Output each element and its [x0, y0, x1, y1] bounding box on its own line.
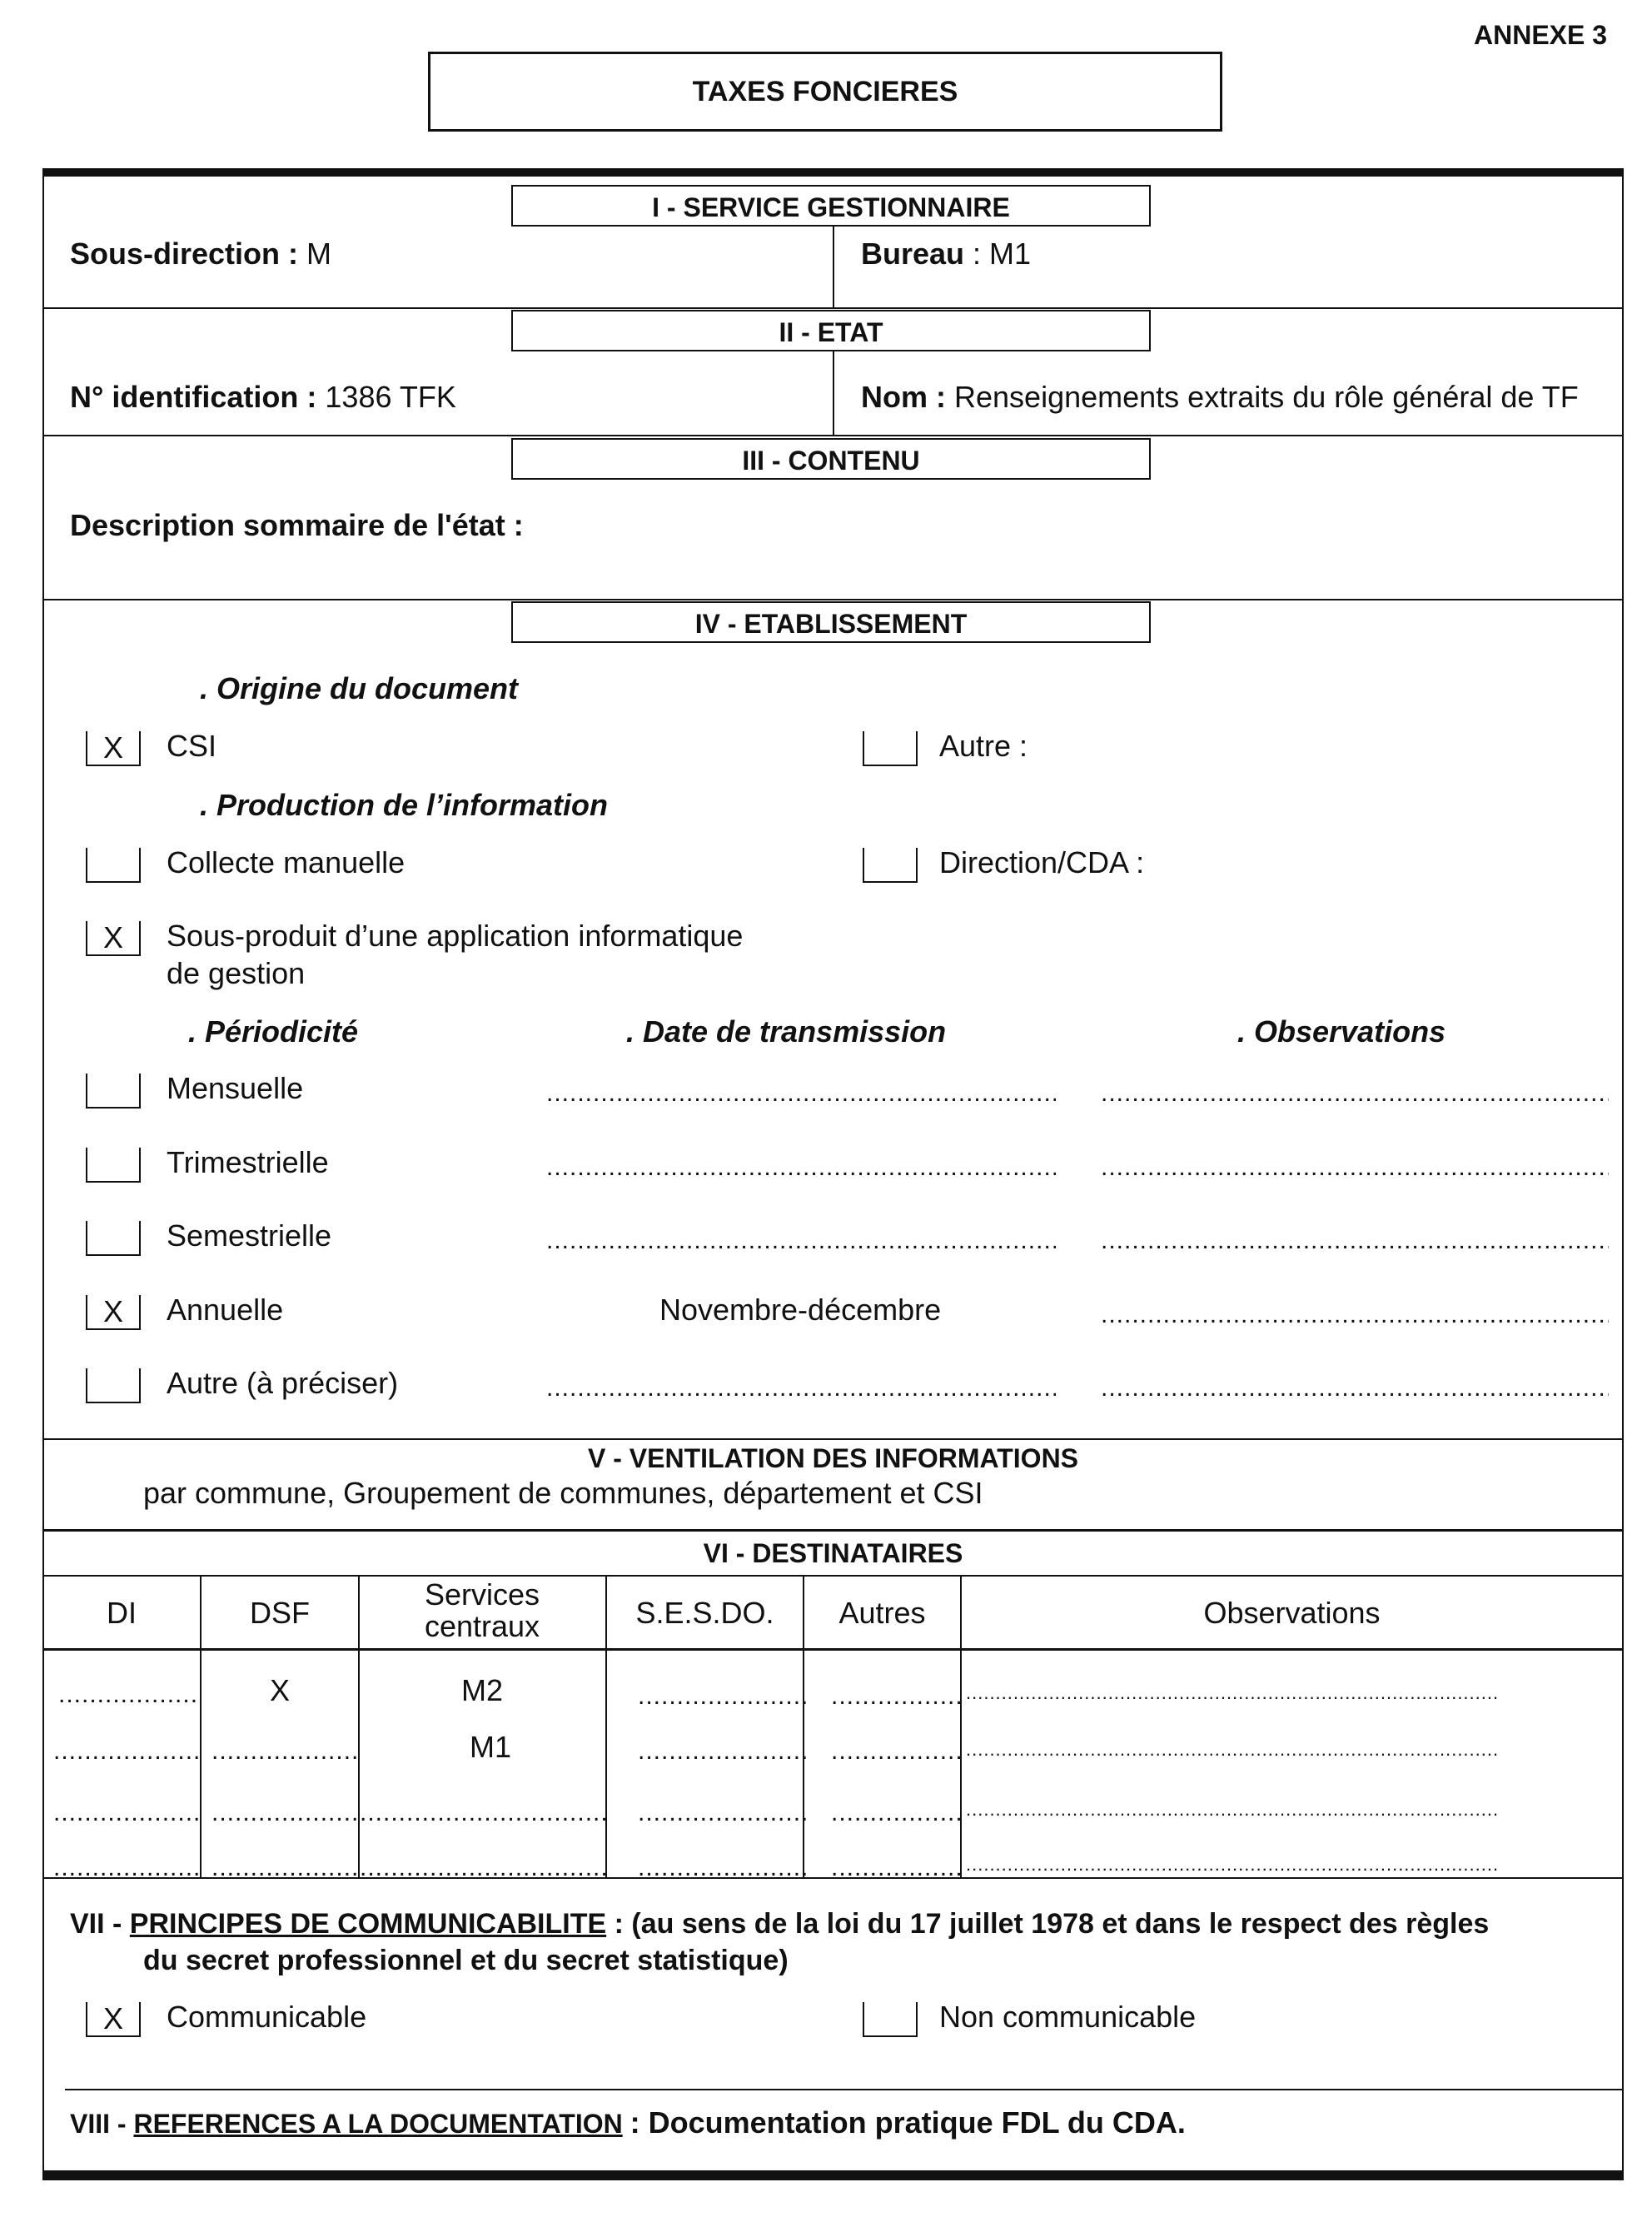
- column-header-sesdo: S.E.S.DO.: [635, 1596, 774, 1630]
- identification-value: 1386 TFK: [325, 380, 456, 414]
- references-title: REFERENCES A LA DOCUMENTATION: [133, 2109, 623, 2139]
- sous-produit-label-line1: Sous-produit d’une application informatique: [167, 919, 744, 953]
- sesdo-dotted-cell: [638, 1737, 806, 1766]
- services-centraux-cell: M2: [460, 1673, 503, 1707]
- section-heading-contenu: III - CONTENU: [511, 438, 1151, 480]
- autres-dotted-cell: [831, 1799, 963, 1827]
- di-dotted-cell: [53, 1737, 198, 1766]
- column-header-services-centraux: Services centraux: [424, 1577, 540, 1643]
- nom-label: Nom :: [861, 380, 946, 414]
- sous-direction-field: [70, 237, 331, 272]
- services-centraux-cell: M1: [469, 1730, 511, 1764]
- autre-periode-checkbox[interactable]: [86, 1368, 141, 1403]
- document-title: TAXES FONCIERES: [428, 52, 1222, 132]
- column-header-di: DI: [107, 1596, 137, 1630]
- services-centraux-dotted-cell: [360, 1799, 606, 1827]
- bureau-field: [861, 237, 1031, 272]
- production-title: . Production de l’information: [200, 788, 608, 822]
- mensuelle-label: Mensuelle: [167, 1071, 304, 1105]
- trimestrielle-label: Trimestrielle: [167, 1145, 329, 1179]
- divider: [65, 2089, 1624, 2090]
- non-communicable-checkbox[interactable]: [863, 2002, 918, 2037]
- di-dotted-cell: [53, 1854, 198, 1882]
- periodicite-title: . Périodicité: [188, 1014, 359, 1049]
- date-dotted-line: [546, 1079, 1056, 1108]
- observations-dotted-cell: [966, 1736, 1499, 1764]
- references-line: [70, 2105, 1186, 2141]
- trimestrielle-checkbox[interactable]: [86, 1148, 141, 1183]
- observation-dotted-line: [1101, 1301, 1609, 1329]
- communicabilite-text: : (au sens de la loi du 17 juillet 1978 et dans le respect des règles: [614, 1908, 1490, 1940]
- observation-dotted-line: [1101, 1079, 1609, 1108]
- date-dotted-line: [546, 1374, 1056, 1402]
- references-text: : Documentation pratique FDL du CDA.: [629, 2105, 1186, 2140]
- autres-dotted-cell: [831, 1682, 963, 1711]
- observation-dotted-line: [1101, 1153, 1609, 1182]
- ventilation-text: par commune, Groupement de communes, département et CSI: [143, 1476, 983, 1510]
- references-prefix: VIII -: [70, 2109, 127, 2139]
- nom-field: [861, 380, 1579, 415]
- communicabilite-prefix: VII -: [70, 1908, 122, 1940]
- section-heading-ventilation: V - VENTILATION DES INFORMATIONS: [587, 1443, 1079, 1473]
- di-dotted-cell: [58, 1681, 197, 1709]
- autre-origine-checkbox[interactable]: [863, 731, 918, 766]
- autres-dotted-cell: [831, 1854, 963, 1882]
- observation-dotted-line: [1101, 1227, 1609, 1255]
- section-heading-destinataires: VI - DESTINATAIRES: [703, 1538, 963, 1568]
- sous-direction-value: M: [306, 237, 332, 271]
- direction-label: Direction/CDA :: [939, 845, 1145, 879]
- date-dotted-line: [546, 1153, 1056, 1182]
- di-dotted-cell: [53, 1799, 198, 1827]
- dsf-cell-mark: X: [269, 1673, 290, 1707]
- communicable-label: Communicable: [167, 2000, 367, 2034]
- communicable-checkbox[interactable]: X: [86, 2002, 141, 2037]
- sesdo-dotted-cell: [638, 1682, 806, 1711]
- observations-dotted-cell: [966, 1796, 1499, 1824]
- column-header-dsf: DSF: [250, 1596, 310, 1630]
- annuelle-label: Annuelle: [167, 1293, 284, 1327]
- bureau-label: Bureau: [861, 237, 965, 271]
- collecte-label: Collecte manuelle: [167, 845, 406, 879]
- annex-label: ANNEXE 3: [1474, 20, 1608, 50]
- communicabilite-line1: [70, 1907, 1489, 1940]
- semestrielle-label: Semestrielle: [167, 1218, 332, 1253]
- sous-produit-checkbox[interactable]: X: [86, 921, 141, 956]
- autre-origine-label: Autre :: [939, 729, 1028, 763]
- date-transmission-title: . Date de transmission: [626, 1014, 947, 1049]
- date-dotted-line: [546, 1227, 1056, 1255]
- mensuelle-checkbox[interactable]: [86, 1074, 141, 1108]
- identification-label: N° identification :: [70, 380, 317, 414]
- section-heading-etat: II - ETAT: [511, 310, 1151, 351]
- column-header-autres: Autres: [838, 1596, 926, 1630]
- dsf-dotted-cell: [211, 1799, 358, 1827]
- autre-periode-label: Autre (à préciser): [167, 1366, 399, 1400]
- communicabilite-title: PRINCIPES DE COMMUNICABILITE: [129, 1908, 607, 1940]
- services-centraux-dotted-cell: [360, 1854, 606, 1882]
- observation-dotted-line: [1101, 1374, 1609, 1402]
- annuelle-checkbox[interactable]: X: [86, 1295, 141, 1330]
- sesdo-dotted-cell: [638, 1854, 806, 1882]
- csi-checkbox[interactable]: X: [86, 731, 141, 766]
- semestrielle-checkbox[interactable]: [86, 1221, 141, 1256]
- section-heading-etablissement: IV - ETABLISSEMENT: [511, 601, 1151, 643]
- csi-label: CSI: [167, 729, 217, 763]
- communicabilite-line2: du secret professionnel et du secret statistique): [143, 1945, 789, 1976]
- observations-dotted-cell: [966, 1679, 1499, 1707]
- sous-produit-label-line2: de gestion: [167, 956, 306, 990]
- annuelle-date: Novembre-décembre: [659, 1293, 942, 1327]
- identification-field: [70, 380, 456, 415]
- autres-dotted-cell: [831, 1737, 963, 1766]
- observations-dotted-cell: [966, 1851, 1499, 1879]
- observations-title: . Observations: [1237, 1014, 1446, 1049]
- sous-direction-label: Sous-direction :: [70, 237, 299, 271]
- sesdo-dotted-cell: [638, 1799, 806, 1827]
- origine-title: . Origine du document: [200, 671, 519, 705]
- nom-value: Renseignements extraits du rôle général de TF: [954, 380, 1579, 414]
- direction-checkbox[interactable]: [863, 848, 918, 883]
- dsf-dotted-cell: [211, 1737, 358, 1766]
- non-communicable-label: Non communicable: [939, 2000, 1197, 2034]
- bureau-value: : M1: [973, 237, 1032, 271]
- column-header-observations: Observations: [1203, 1596, 1381, 1630]
- description-label: Description sommaire de l'état :: [70, 508, 524, 542]
- collecte-checkbox[interactable]: [86, 848, 141, 883]
- dsf-dotted-cell: [211, 1854, 358, 1882]
- section-heading-service: I - SERVICE GESTIONNAIRE: [511, 185, 1151, 227]
